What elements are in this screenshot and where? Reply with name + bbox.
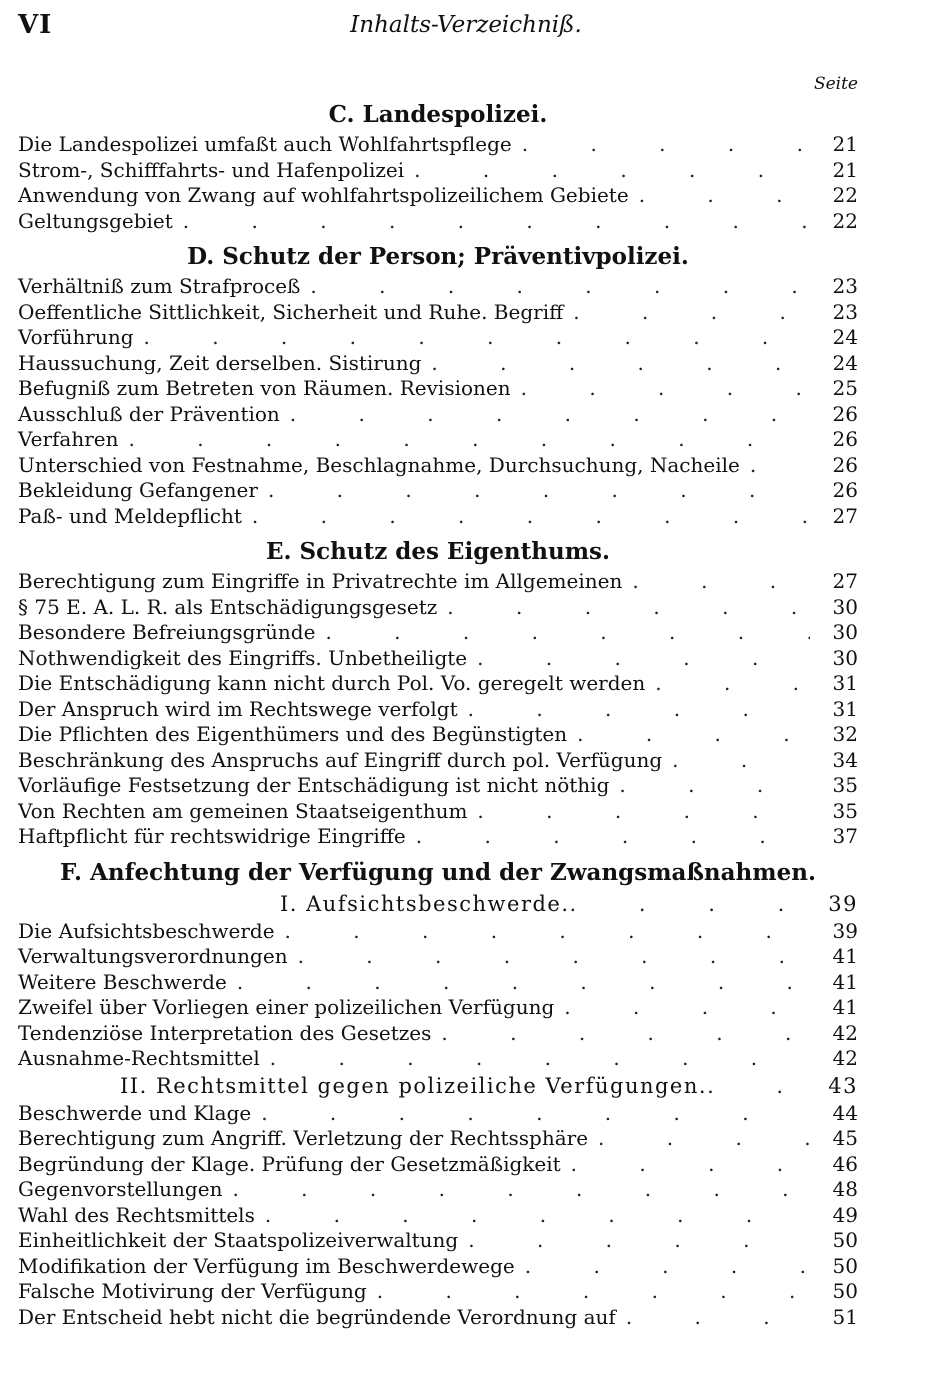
entry-text: Weitere Beschwerde — [18, 969, 227, 994]
entry-text: Falsche Motivirung der Verfügung — [18, 1279, 367, 1303]
toc-entry — [18, 274, 858, 300]
toc-entry — [18, 209, 858, 235]
dot-leader — [183, 209, 810, 235]
entry-page: 21 — [832, 157, 858, 182]
entry-page: 26 — [832, 478, 858, 502]
entry-page: 22 — [832, 183, 858, 207]
entry-text: Strom-, Schifffahrts- und Hafenpolizei — [18, 157, 405, 182]
toc-entry — [18, 595, 858, 621]
entry-text: Haftpflicht für rechtswidrige Eingriffe — [18, 824, 406, 848]
entry-text: Verwaltungsverordnungen — [18, 944, 288, 968]
dot-leader — [237, 970, 810, 996]
toc-entry — [18, 1203, 858, 1229]
entry-page: 30 — [832, 645, 858, 670]
entry-text: Besondere Befreiungsgründe — [18, 620, 316, 644]
entry-page: 41 — [832, 944, 858, 968]
toc-entry — [18, 748, 858, 774]
toc-entry — [18, 427, 858, 453]
toc-entry — [18, 1177, 858, 1203]
dot-leader — [290, 402, 810, 428]
dot-leader — [414, 158, 810, 184]
entry-page: 43 — [828, 1073, 858, 1098]
entry-page: 37 — [832, 824, 858, 848]
entry-page: 39 — [832, 918, 858, 943]
entry-text: Beschränkung des Anspruchs auf Eingriff durch pol. Verfügung — [18, 747, 663, 772]
dot-leader — [525, 1254, 810, 1280]
dot-leader — [325, 620, 810, 646]
table-of-contents — [18, 98, 858, 1336]
dot-leader — [468, 1228, 810, 1254]
entry-text: Modifikation der Verfügung im Beschwerdewege — [18, 1253, 515, 1278]
entry-text: Bekleidung Gefangener — [18, 478, 258, 502]
dot-leader — [672, 748, 810, 774]
entry-text: Der Entscheid hebt nicht die begründende Verordnung auf — [18, 1304, 616, 1329]
section-heading: C. Landespolizei. — [328, 101, 548, 128]
dot-leader — [261, 1101, 810, 1127]
entry-page: 24 — [832, 325, 858, 349]
entry-text: Gegenvorstellungen — [18, 1177, 223, 1201]
entry-page: 51 — [832, 1304, 858, 1329]
toc-entry — [18, 1152, 858, 1178]
entry-page: 50 — [832, 1228, 858, 1252]
toc-entry — [18, 620, 858, 646]
toc-entry — [18, 158, 858, 184]
toc-entry — [18, 722, 858, 748]
section-heading: F. Anfechtung der Verfügung und der Zwangsmaßnahmen. — [60, 858, 816, 886]
entry-text: Oeffentliche Sittlichkeit, Sicherheit und Ruhe. Begriff — [18, 299, 564, 324]
entry-page: 35 — [832, 773, 858, 797]
dot-leader — [577, 722, 810, 748]
entry-page: 44 — [832, 1100, 858, 1125]
entry-text: Wahl des Rechtsmittels — [18, 1202, 255, 1227]
entry-text: Unterschied von Festnahme, Beschlagnahme, Durchsuchung, Nacheile — [18, 452, 740, 477]
section-f — [18, 856, 858, 1331]
toc-entry — [18, 1021, 858, 1047]
entry-text: Einheitlichkeit der Staatspolizeiverwaltung — [18, 1228, 459, 1252]
entry-text: Verfahren — [18, 427, 119, 451]
dot-leader — [447, 595, 810, 621]
entry-page: 42 — [832, 1020, 858, 1045]
toc-entry — [18, 376, 858, 402]
toc-entry — [18, 325, 858, 351]
entry-page: 23 — [832, 274, 858, 298]
toc-entry — [18, 671, 858, 697]
toc-entry — [18, 1305, 858, 1331]
entry-text: Ausnahme-Rechtsmittel — [18, 1046, 260, 1070]
entry-page: 30 — [832, 620, 858, 644]
dot-leader — [619, 773, 810, 799]
toc-entry — [18, 970, 858, 996]
toc-entry — [18, 453, 858, 479]
running-title: Inhalts-Verzeichniß. — [350, 12, 582, 38]
entry-text: Anwendung von Zwang auf wohlfahrtspolizeilichem Gebiete — [18, 183, 629, 207]
entry-text: Haussuchung, Zeit derselben. Sistirung — [18, 350, 422, 375]
dot-leader — [285, 919, 810, 945]
dot-leader — [298, 944, 810, 970]
dot-leader — [707, 1072, 810, 1101]
entry-text: Vorführung — [18, 325, 134, 349]
toc-entry — [18, 944, 858, 970]
toc-entry — [18, 1279, 858, 1305]
entry-page: 46 — [832, 1151, 858, 1176]
entry-page: 45 — [832, 1126, 858, 1150]
toc-entry — [18, 995, 858, 1021]
entry-text: Die Pflichten des Eigenthümers und des Begünstigten — [18, 722, 568, 746]
entry-text: Befugniß zum Betreten von Räumen. Revisionen — [18, 376, 511, 400]
entry-page: 49 — [832, 1202, 858, 1227]
dot-leader — [468, 697, 810, 723]
entry-page: 50 — [832, 1253, 858, 1278]
page-column-label: Seite — [813, 74, 858, 94]
entry-page: 31 — [832, 696, 858, 721]
toc-entry — [18, 132, 858, 158]
entry-page: 26 — [832, 452, 858, 477]
subsection-title: I. Aufsichtsbeschwerde. — [280, 891, 570, 916]
entry-page: 23 — [832, 299, 858, 324]
entry-page: 31 — [832, 671, 858, 695]
entry-page: 42 — [832, 1046, 858, 1070]
page-number-roman: VI — [18, 10, 53, 40]
entry-page: 24 — [832, 350, 858, 375]
dot-leader — [477, 646, 810, 672]
dot-leader — [570, 890, 810, 919]
entry-page: 50 — [832, 1279, 858, 1303]
toc-entry — [18, 1046, 858, 1072]
entry-text: Beschwerde und Klage — [18, 1100, 252, 1125]
dot-leader — [252, 504, 810, 530]
dot-leader — [416, 824, 810, 850]
dot-leader — [144, 325, 811, 351]
dot-leader — [564, 995, 810, 1021]
subsection-heading — [18, 890, 858, 919]
entry-text: Berechtigung zum Eingriffe in Privatrechte im Allgemeinen — [18, 569, 623, 593]
toc-entry — [18, 569, 858, 595]
dot-leader — [232, 1177, 810, 1203]
entry-page: 48 — [832, 1177, 858, 1201]
entry-page: 30 — [832, 594, 858, 619]
subsection-title: II. Rechtsmittel gegen polizeiliche Verfügungen. — [120, 1073, 708, 1098]
entry-text: Geltungsgebiet — [18, 208, 173, 233]
section-heading: D. Schutz der Person; Präventivpolizei. — [187, 243, 689, 270]
dot-leader — [129, 427, 811, 453]
entry-text: Berechtigung zum Angriff. Verletzung der Rechtssphäre — [18, 1126, 589, 1150]
entry-page: 32 — [832, 722, 858, 746]
subsection-heading — [18, 1072, 858, 1101]
entry-text: Begründung der Klage. Prüfung der Gesetzmäßigkeit — [18, 1151, 561, 1176]
entry-text: Paß- und Meldepflicht — [18, 503, 242, 528]
toc-entry — [18, 824, 858, 850]
entry-page: 39 — [828, 891, 858, 916]
dot-leader — [626, 1305, 810, 1331]
section-c — [18, 98, 858, 234]
entry-text: Die Entschädigung kann nicht durch Pol. Vo. geregelt werden — [18, 671, 646, 695]
entry-text: Die Aufsichtsbeschwerde — [18, 918, 275, 943]
toc-entry — [18, 919, 858, 945]
toc-entry — [18, 183, 858, 209]
dot-leader — [521, 376, 810, 402]
entry-text: Die Landespolizei umfaßt auch Wohlfahrtspflege — [18, 132, 512, 156]
page-header — [0, 10, 932, 44]
entry-text: § 75 E. A. L. R. als Entschädigungsgesetz — [18, 594, 438, 619]
section-heading: E. Schutz des Eigenthums. — [265, 538, 611, 565]
entry-page: 26 — [832, 401, 858, 426]
entry-page: 27 — [832, 569, 858, 593]
dot-leader — [270, 1046, 810, 1072]
entry-page: 22 — [832, 208, 858, 233]
section-d — [18, 240, 858, 529]
entry-page: 26 — [832, 427, 858, 451]
entry-text: Tendenziöse Interpretation des Gesetzes — [18, 1020, 432, 1045]
dot-leader — [571, 1152, 810, 1178]
toc-entry — [18, 646, 858, 672]
toc-entry — [18, 351, 858, 377]
toc-entry — [18, 799, 858, 825]
toc-entry — [18, 300, 858, 326]
entry-page: 41 — [832, 969, 858, 994]
toc-entry — [18, 402, 858, 428]
entry-page: 21 — [832, 132, 858, 156]
toc-entry — [18, 697, 858, 723]
entry-text: Ausschluß der Prävention — [18, 401, 280, 426]
entry-page: 34 — [832, 747, 858, 772]
dot-leader — [522, 132, 810, 158]
entry-page: 41 — [832, 995, 858, 1019]
dot-leader — [441, 1021, 810, 1047]
section-e — [18, 535, 858, 850]
entry-text: Nothwendigkeit des Eingriffs. Unbetheiligte — [18, 645, 468, 670]
toc-entry — [18, 1101, 858, 1127]
toc-entry — [18, 1126, 858, 1152]
dot-leader — [573, 300, 810, 326]
dot-leader — [655, 671, 810, 697]
dot-leader — [598, 1126, 810, 1152]
dot-leader — [310, 274, 810, 300]
dot-leader — [265, 1203, 810, 1229]
dot-leader — [639, 183, 810, 209]
dot-leader — [632, 569, 810, 595]
toc-entry — [18, 478, 858, 504]
entry-text: Vorläufige Festsetzung der Entschädigung ist nicht nöthig — [18, 773, 610, 797]
dot-leader — [477, 799, 810, 825]
entry-text: Von Rechten am gemeinen Staatseigenthum — [18, 798, 468, 823]
dot-leader — [431, 351, 810, 377]
entry-page: 35 — [832, 798, 858, 823]
toc-entry — [18, 1254, 858, 1280]
entry-page: 27 — [832, 503, 858, 528]
entry-text: Der Anspruch wird im Rechtswege verfolgt — [18, 696, 458, 721]
toc-entry — [18, 1228, 858, 1254]
entry-text: Verhältniß zum Strafproceß — [18, 274, 301, 298]
entry-text: Zweifel über Vorliegen einer polizeilichen Verfügung — [18, 995, 555, 1019]
dot-leader — [377, 1279, 810, 1305]
dot-leader — [750, 453, 810, 479]
dot-leader — [268, 478, 810, 504]
toc-entry — [18, 504, 858, 530]
toc-entry — [18, 773, 858, 799]
entry-page: 25 — [832, 376, 858, 400]
